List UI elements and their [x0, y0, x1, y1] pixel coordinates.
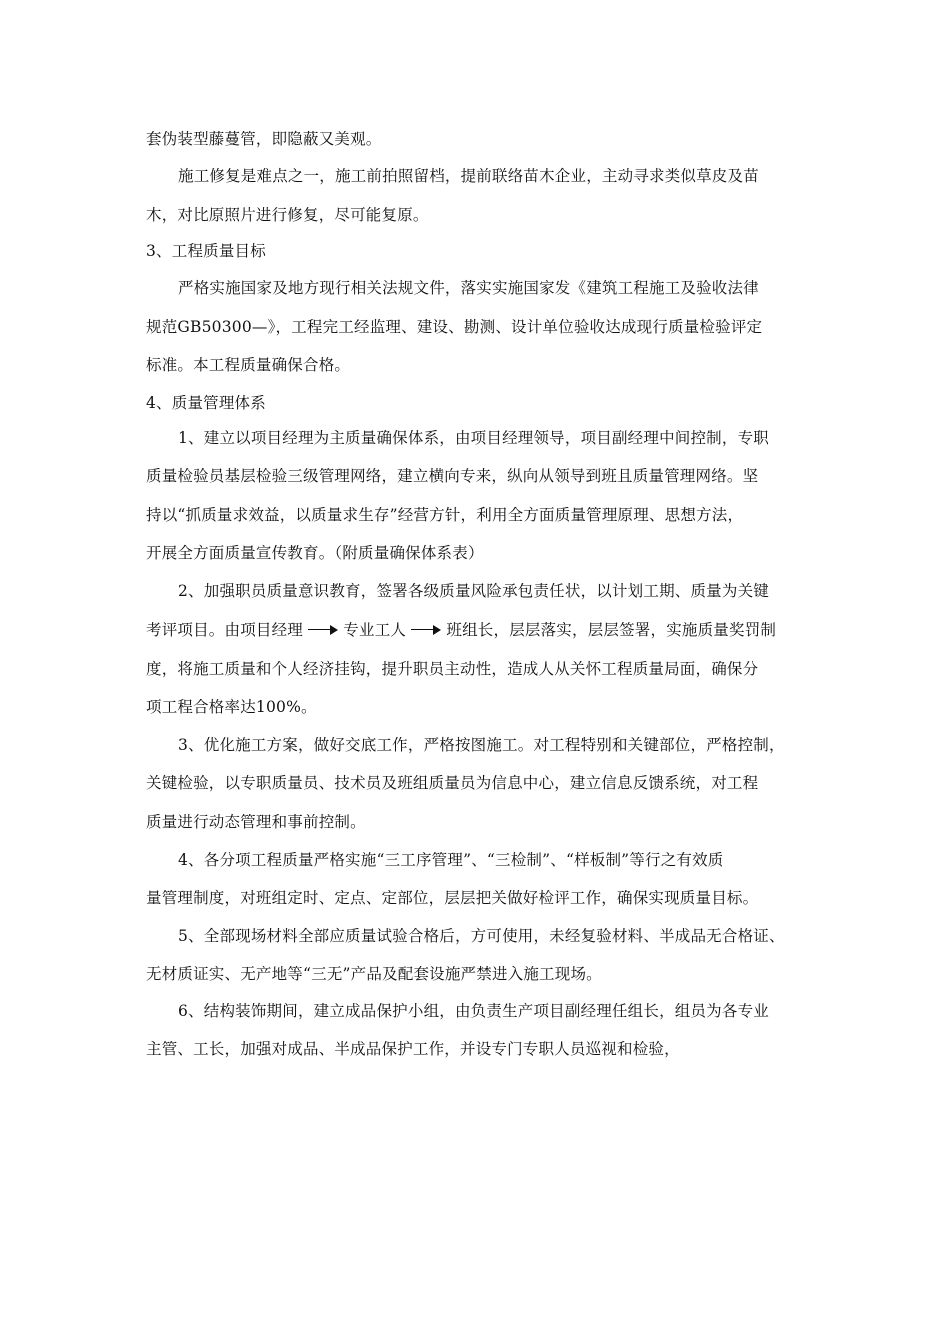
text-segment: 专业工人: [343, 621, 407, 639]
text-line: 开展全方面质量宣传教育。（附质量确保体系表）: [146, 544, 484, 562]
section-heading: 4、质量管理体系: [146, 394, 266, 412]
text-line: 项工程合格率达100%。: [146, 698, 317, 716]
text-line: 持以“抓质量求效益，以质量求生存”经营方针，利用全方面质量管理原理、思想方法，: [146, 506, 744, 524]
text-line: 质量进行动态管理和事前控制。: [146, 813, 366, 831]
text-line: 6、结构装饰期间，建立成品保护小组，由负责生产项目副经理任组长，组员为各专业: [178, 1002, 769, 1020]
section-heading: 3、工程质量目标: [146, 242, 266, 260]
text-line: 1、建立以项目经理为主质量确保体系，由项目经理领导，项目副经理中间控制，专职: [178, 429, 769, 447]
arrow-right-icon: [411, 624, 441, 636]
text-line: 主管、工长，加强对成品、半成品保护工作，并设专门专职人员巡视和检验，: [146, 1040, 680, 1058]
text-line: 关键检验，以专职质量员、技术员及班组质量员为信息中心，建立信息反馈系统，对工程: [146, 774, 759, 792]
text-line: 套伪装型藤蔓管，即隐蔽又美观。: [146, 130, 382, 148]
text-line: 5、全部现场材料全部应质量试验合格后，方可使用，未经复验材料、半成品无合格证、: [178, 927, 785, 945]
text-line: 标准。本工程质量确保合格。: [146, 356, 351, 374]
text-line: 2、加强职员质量意识教育，签署各级质量风险承包责任状，以计划工期、质量为关键: [178, 582, 769, 600]
text-segment: 考评项目。由项目经理: [146, 621, 304, 639]
text-line: 4、各分项工程质量严格实施“三工序管理”、“三检制”、“样板制”等行之有效质: [178, 851, 724, 869]
text-line-with-arrows: [146, 620, 776, 640]
text-line: 质量检验员基层检验三级管理网络，建立横向专来，纵向从领导到班且质量管理网络。坚: [146, 467, 759, 485]
text-line: 施工修复是难点之一，施工前拍照留档，提前联络苗木企业，主动寻求类似草皮及苗: [178, 167, 759, 185]
text-line: 无材质证实、无产地等“三无”产品及配套设施严禁进入施工现场。: [146, 965, 602, 983]
text-segment: 班组长，层层落实，层层签署，实施质量奖罚制: [446, 621, 777, 639]
text-line: 3、优化施工方案，做好交底工作，严格按图施工。对工程特别和关键部位，严格控制，: [178, 736, 785, 754]
text-line: 木，对比原照片进行修复，尽可能复原。: [146, 206, 429, 224]
arrow-right-icon: [308, 624, 338, 636]
text-line: 量管理制度，对班组定时、定点、定部位，层层把关做好检评工作，确保实现质量目标。: [146, 889, 759, 907]
text-line: 严格实施国家及地方现行相关法规文件，落实实施国家发《建筑工程施工及验收法律: [178, 279, 759, 297]
text-line: 度，将施工质量和个人经济挂钩，提升职员主动性，造成人从关怀工程质量局面，确保分: [146, 660, 759, 678]
text-line: 规范GB50300—》，工程完工经监理、建设、勘测、设计单位验收达成现行质量检验评定: [146, 318, 763, 336]
